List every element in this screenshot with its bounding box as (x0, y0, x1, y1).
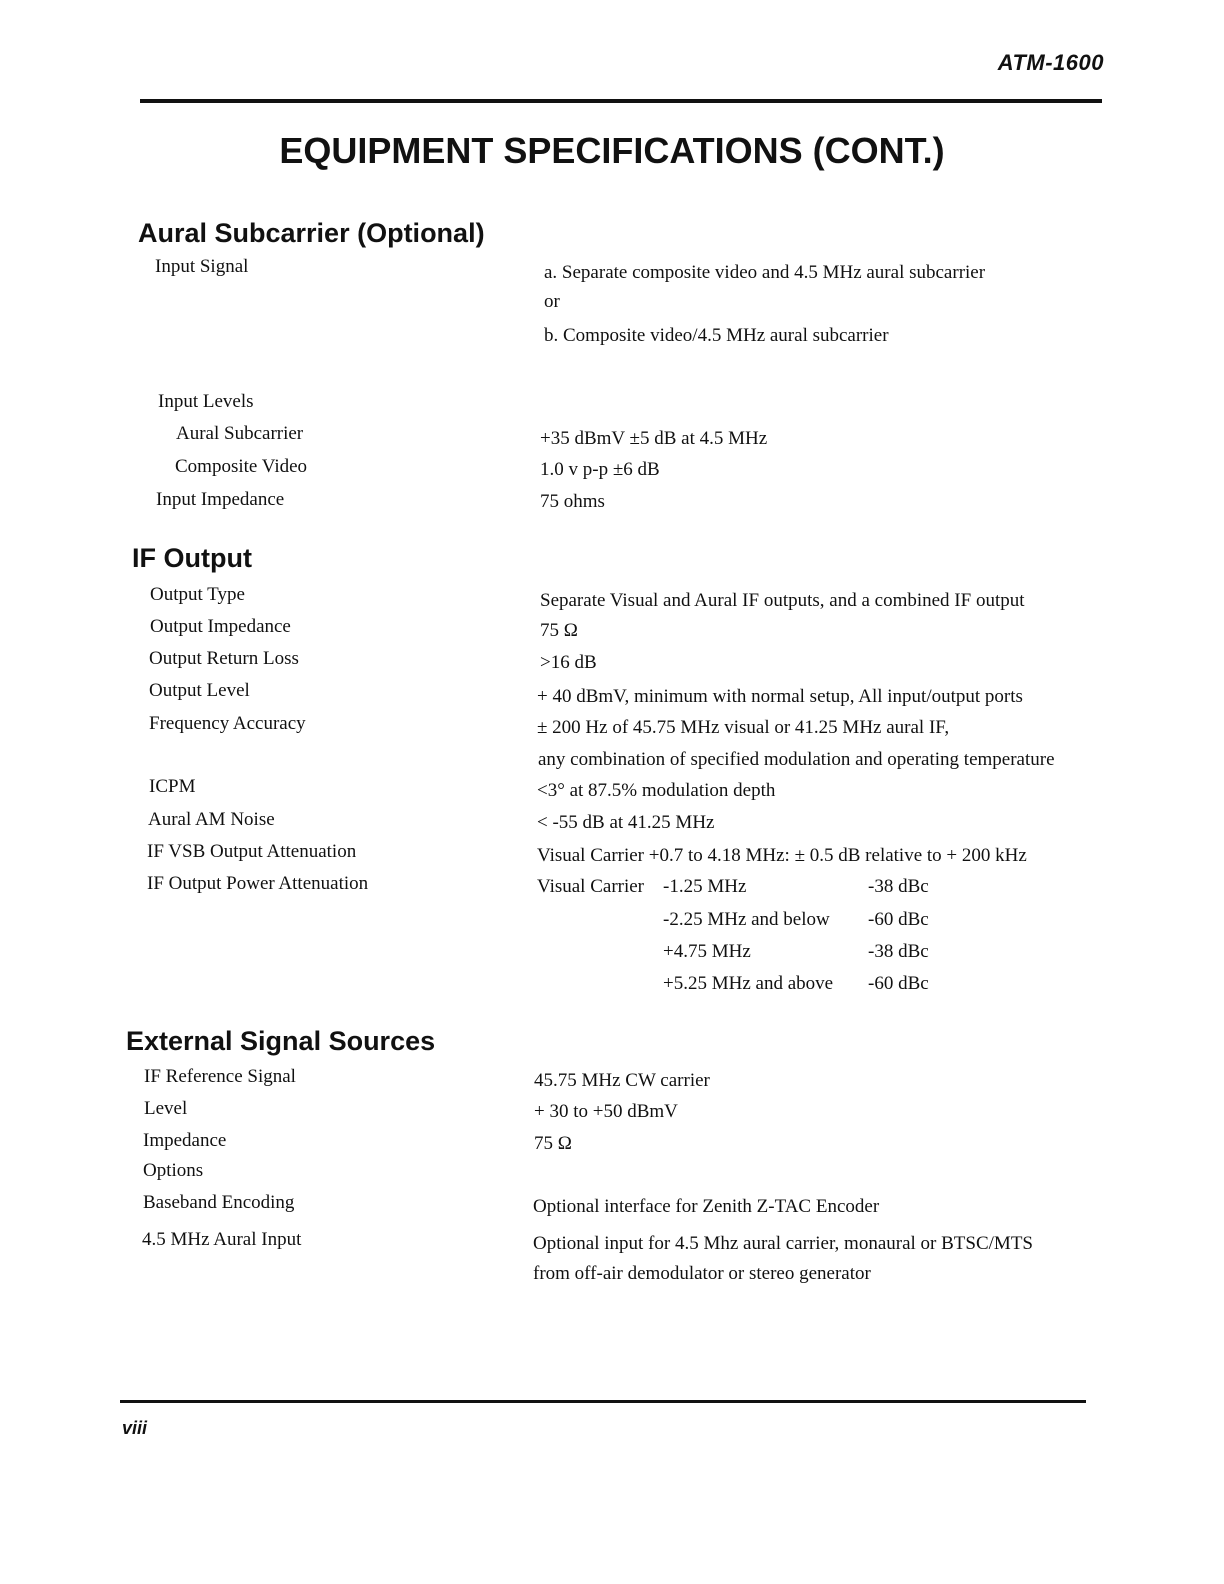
spec-value: <3° at 87.5% modulation depth (537, 780, 776, 801)
spec-label: Baseband Encoding (143, 1192, 295, 1213)
attenuation-frequency: +5.25 MHz and above (663, 973, 834, 994)
spec-value: a. Separate composite video and 4.5 MHz aural subcarrier (544, 262, 986, 283)
spec-label: Aural Subcarrier (176, 423, 304, 444)
spec-label: IF Output Power Attenuation (147, 873, 369, 894)
page-number: viii (122, 1418, 148, 1438)
spec-value: 45.75 MHz CW carrier (534, 1070, 710, 1091)
spec-value: 75 ohms (540, 491, 605, 512)
spec-value: Optional interface for Zenith Z-TAC Encoder (533, 1196, 880, 1217)
spec-label: Frequency Accuracy (149, 713, 306, 734)
spec-label: Composite Video (175, 456, 308, 477)
spec-label: Level (144, 1098, 188, 1119)
spec-label: Input Impedance (156, 489, 285, 510)
spec-value: any combination of specified modulation and operating temperature (538, 749, 1055, 770)
spec-label: IF Reference Signal (144, 1066, 296, 1087)
spec-label: ICPM (149, 776, 196, 797)
section-heading-external: External Signal Sources (126, 1026, 436, 1056)
spec-label: Impedance (143, 1130, 227, 1151)
spec-label: Aural AM Noise (148, 809, 275, 830)
spec-label: Output Return Loss (149, 648, 299, 669)
spec-value: < -55 dB at 41.25 MHz (537, 812, 715, 833)
spec-label: Input Levels (158, 391, 254, 412)
spec-value: 1.0 v p-p ±6 dB (540, 459, 660, 480)
spec-value: ± 200 Hz of 45.75 MHz visual or 41.25 MHz aural IF, (537, 717, 950, 738)
spec-value: 75 Ω (534, 1133, 572, 1154)
attenuation-frequency: -1.25 MHz (663, 876, 747, 897)
section-heading-aural: Aural Subcarrier (Optional) (138, 218, 485, 248)
document-id: ATM-1600 (997, 50, 1104, 75)
spec-label: Output Impedance (150, 616, 291, 637)
attenuation-level: -60 dBc (868, 973, 929, 994)
spec-label: Output Type (150, 584, 245, 605)
spec-value: + 40 dBmV, minimum with normal setup, All input/output ports (537, 686, 1023, 707)
spec-value: + 30 to +50 dBmV (534, 1101, 678, 1122)
spec-value: b. Composite video/4.5 MHz aural subcarrier (544, 325, 889, 346)
spec-value: or (544, 291, 560, 312)
attenuation-level: -60 dBc (868, 909, 929, 930)
spec-label: Output Level (149, 680, 250, 701)
spec-value: from off-air demodulator or stereo generator (533, 1263, 871, 1284)
footer-rule (120, 1400, 1086, 1403)
spec-label: Options (143, 1160, 204, 1181)
spec-label: 4.5 MHz Aural Input (142, 1229, 302, 1250)
attenuation-level: -38 dBc (868, 941, 929, 962)
spec-value: Visual Carrier +0.7 to 4.18 MHz: ± 0.5 dB relative to + 200 kHz (537, 845, 1027, 866)
spec-value: >16 dB (540, 652, 597, 673)
attenuation-frequency: +4.75 MHz (663, 941, 751, 962)
section-heading-if-output: IF Output (132, 543, 252, 573)
spec-value: +35 dBmV ±5 dB at 4.5 MHz (540, 428, 768, 449)
header-rule (140, 99, 1102, 103)
spec-value: 75 Ω (540, 620, 578, 641)
spec-label: Input Signal (155, 256, 249, 277)
spec-value: Optional input for 4.5 Mhz aural carrier, monaural or BTSC/MTS (533, 1233, 1033, 1254)
spec-label: IF VSB Output Attenuation (147, 841, 357, 862)
attenuation-level: -38 dBc (868, 876, 929, 897)
attenuation-frequency: -2.25 MHz and below (663, 909, 830, 930)
page-title: EQUIPMENT SPECIFICATIONS (CONT.) (279, 130, 945, 171)
spec-value: Separate Visual and Aural IF outputs, and a combined IF output (540, 590, 1025, 611)
spec-value: Visual Carrier (537, 876, 645, 897)
